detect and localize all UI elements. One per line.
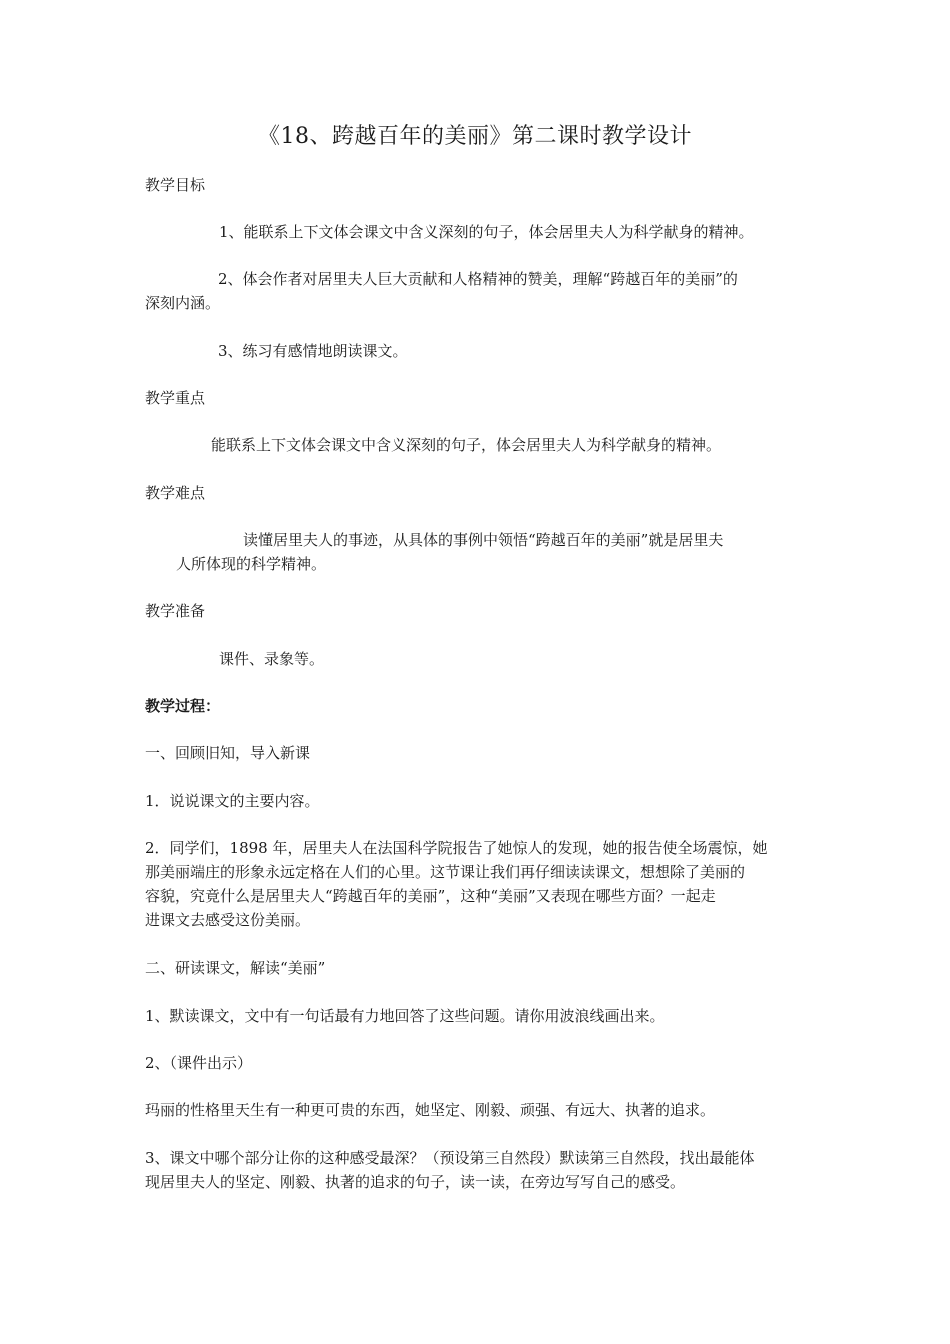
difficulties-heading: 教学难点 [145,484,206,502]
document-title: 《18、跨越百年的美丽》第二课时教学设计 [258,124,692,149]
section-1-item-2-line-2: 那美丽端庄的形象永远定格在人们的心里。这节课让我们再仔细读读课文，想想除了美丽的 [145,863,746,881]
section-1-item-2-line-1: 2．同学们，1898 年，居里夫人在法国科学院报告了她惊人的发现，她的报告使全场震惊，她 [145,839,768,857]
difficulties-line-1: 读懂居里夫人的事迹，从具体的事例中领悟“跨越百年的美丽”就是居里夫 [243,531,724,549]
section-2-item-1: 1、默读课文，文中有一句话最有力地回答了这些问题。请你用波浪线画出来。 [145,1007,665,1025]
objectives-heading: 教学目标 [145,176,206,194]
section-1-item-2-line-4: 进课文去感受这份美丽。 [145,911,311,929]
section-2-heading: 二、研读课文，解读“美丽” [145,959,326,977]
section-2-quote: 玛丽的性格里天生有一种更可贵的东西，她坚定、刚毅、顽强、有远大、执著的追求。 [145,1101,716,1119]
objective-item-1: 1、能联系上下文体会课文中含义深刻的句子，体会居里夫人为科学献身的精神。 [219,223,754,241]
section-2-item-3-line-2: 现居里夫人的坚定、刚毅、执著的追求的句子，读一读，在旁边写写自己的感受。 [145,1173,686,1191]
preparation-text: 课件、录象等。 [219,650,325,668]
section-2-item-2: 2、（课件出示） [145,1054,253,1072]
objective-item-2-line-1: 2、体会作者对居里夫人巨大贡献和人格精神的赞美，理解“跨越百年的美丽”的 [218,270,738,288]
difficulties-line-2: 人所体现的科学精神。 [176,555,327,573]
section-1-item-2-line-3: 容貌，究竟什么是居里夫人“跨越百年的美丽”，这种“美丽”又表现在哪些方面？一起走 [145,887,716,905]
key-points-text: 能联系上下文体会课文中含义深刻的句子，体会居里夫人为科学献身的精神。 [211,436,722,454]
objective-item-2-line-2: 深刻内涵。 [145,294,221,312]
preparation-heading: 教学准备 [145,602,206,620]
process-heading: 教学过程： [145,697,221,715]
section-1-item-1: 1．说说课文的主要内容。 [145,792,320,810]
section-2-item-3-line-1: 3、课文中哪个部分让你的这种感受最深？（预设第三自然段）默读第三自然段，找出最能体 [145,1149,755,1167]
key-points-heading: 教学重点 [145,389,206,407]
section-1-heading: 一、回顾旧知，导入新课 [145,744,311,762]
objective-item-3: 3、练习有感情地朗读课文。 [218,342,408,360]
